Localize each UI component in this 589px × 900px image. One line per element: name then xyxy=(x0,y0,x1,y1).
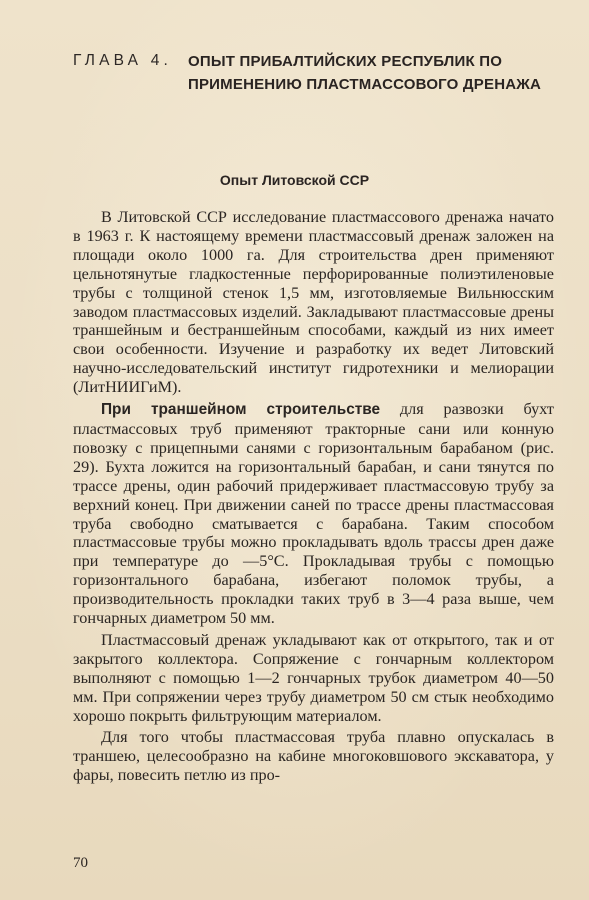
chapter-label: ГЛАВА 4. xyxy=(73,52,173,69)
paragraph-1: В Литовской ССР исследование пластмассового дренажа начато в 1963 г. К настоящему времени пластмассовый дренаж заложен на площади около 1000 га. Для строительства дрен применяют цельнотянутые гладкостенные перфорированные полиэтиленовые трубы с толщиной стенок 1,5 мм, изготовляемые Вильнюсским заводом пластмассовых изделий. Закладывают пластмассовые дрены траншейным и бестраншейным способами, каждый из них имеет свои особенности. Изучение и разработку их ведет Литовский научно-исследовательский институт гидротехники и мелиорации (ЛитНИИГиМ). xyxy=(73,208,554,397)
section-title: Опыт Литовской ССР xyxy=(219,172,370,188)
paragraph-2-lead: При траншейном строительстве xyxy=(101,401,381,419)
chapter-title: ОПЫТ ПРИБАЛТИЙСКИХ РЕСПУБЛИК ПО ПРИМЕНЕНИЮ ПЛАСТМАССОВОГО ДРЕНАЖА xyxy=(188,53,542,93)
body-text xyxy=(73,208,554,785)
paragraph-2 xyxy=(73,400,554,628)
paragraph-2-text: для развозки бухт пластмассовых труб применяют тракторные сани или конную повозку с прицепными санями с горизонтальным барабаном (рис. 29). Бухта ложится на горизонтальный барабан, и сани тянутся по трассе дрены, один рабочий придерживает пластмассовую трубу за верхний конец. При движении саней по трассе дрены пластмассовая труба свободно сматывается с барабана. Таким способом пластмассовые трубы можно прокладывать вдоль трассы дрен даже при температуре до —5°С. Прокладывая трубы с помощью горизонтального барабана, избегают поломок трубы, а производительность прокладки таких труб в 3—4 раза выше, чем гончарных диаметром 50 мм. xyxy=(73,400,554,628)
paragraph-4: Для того чтобы пластмассовая труба плавно опускалась в траншею, целесообразно на кабине многоковшового экскаватора, у фары, повесить петлю из про- xyxy=(73,728,554,785)
page-number: 70 xyxy=(73,855,88,871)
paragraph-3: Пластмассовый дренаж укладывают как от открытого, так и от закрытого коллектора. Сопряжение с гончарным коллектором выполняют с помощью 1—2 гончарных трубок диаметром 40—50 мм. При сопряжении через трубу диаметром 50 см стык необходимо хорошо покрыть фильтрующим материалом. xyxy=(73,630,554,725)
